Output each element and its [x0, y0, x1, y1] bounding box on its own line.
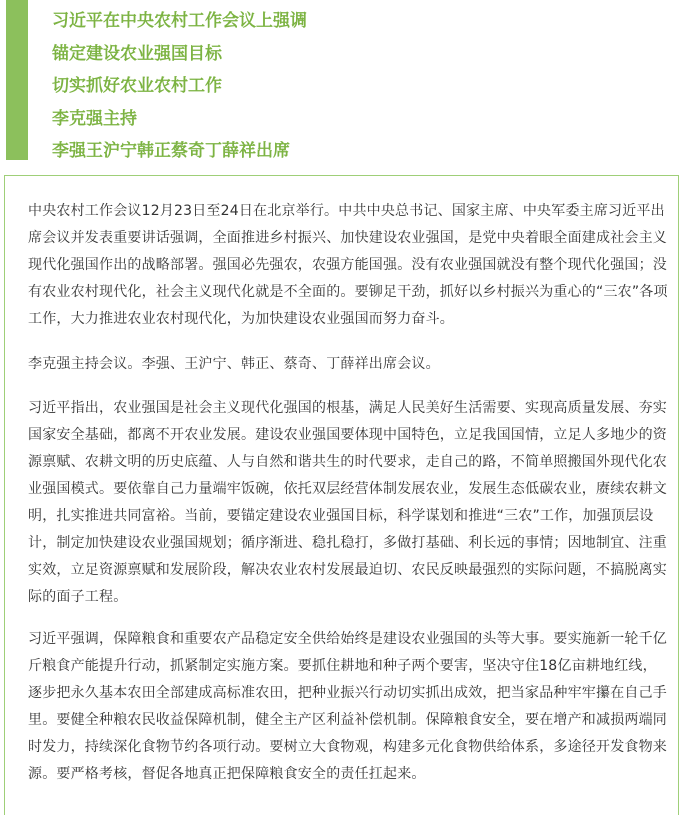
headline-line-2: 锚定建设农业强国目标	[52, 43, 222, 64]
paragraph-1: 中央农村工作会议12月23日至24日在北京举行。中共中央总书记、国家主席、中央军委主席习近平出席会议并发表重要讲话强调，全面推进乡村振兴、加快建设农业强国，是党中央着眼全面建成社会主义现代化强国作出的战略部署。强国必先强农，农强方能国强。没有农业强国就没有整个现代化强国；没有农业农村现代化，社会主义现代化就是不全面的。要铆足干劲，抓好以乡村振兴为重心的“三农”各项工作，大力推进农业农村现代化，为加快建设农业强国而努力奋斗。	[28, 203, 668, 327]
headline-block	[6, 0, 681, 160]
headline-line-1: 习近平在中央农村工作会议上强调	[52, 11, 307, 31]
paragraph-4: 习近平强调，保障粮食和重要农产品稳定安全供给始终是建设农业强国的头等大事。要实施新一轮千亿斤粮食产能提升行动，抓紧制定实施方案。要抓住耕地和种子两个要害，坚决守住18亿亩耕地红线，逐步把永久基本农田全部建成高标准农田，把种业振兴行动切实抓出成效，把当家品种牢牢攥在自己手里。要健全种粮农民收益保障机制，健全主产区利益补偿机制。保障粮食安全，要在增产和减损两端同时发力，持续深化食物节约各项行动。要树立大食物观，构建多元化食物供给体系，多途径开发食物来源。要严格考核，督促各地真正把保障粮食安全的责任扛起来。	[28, 631, 667, 782]
headline-lines	[52, 5, 307, 168]
paragraph-3: 习近平指出，农业强国是社会主义现代化强国的根基，满足人民美好生活需要、实现高质量发展、夯实国家安全基础，都离不开农业发展。建设农业强国要体现中国特色，立足我国国情，立足人多地少的资源禀赋、农耕文明的历史底蕴、人与自然和谐共生的时代要求，走自己的路，不简单照搬国外现代化农业强国模式。要依靠自己力量端牢饭碗，依托双层经营体制发展农业，发展生态低碳农业，赓续农耕文明，扎实推进共同富裕。当前，要锚定建设农业强国目标，科学谋划和推进“三农”工作，加强顶层设计，制定加快建设农业强国规划；循序渐进、稳扎稳打，多做打基础、利长远的事情；因地制宜、注重实效，立足资源禀赋和发展阶段，解决农业农村发展最迫切、农民反映最强烈的实际问题，不搞脱离实际的面子工程。	[28, 400, 667, 605]
paragraph-2: 李克强主持会议。李强、王沪宁、韩正、蔡奇、丁薛祥出席会议。	[28, 356, 440, 372]
accent-bar	[6, 0, 28, 160]
headline-line-3: 切实抓好农业农村工作	[52, 76, 222, 96]
article-box	[4, 175, 679, 815]
headline-line-4: 李克强主持	[52, 108, 137, 129]
headline-line-5: 李强王沪宁韩正蔡奇丁薛祥出席	[52, 141, 290, 161]
